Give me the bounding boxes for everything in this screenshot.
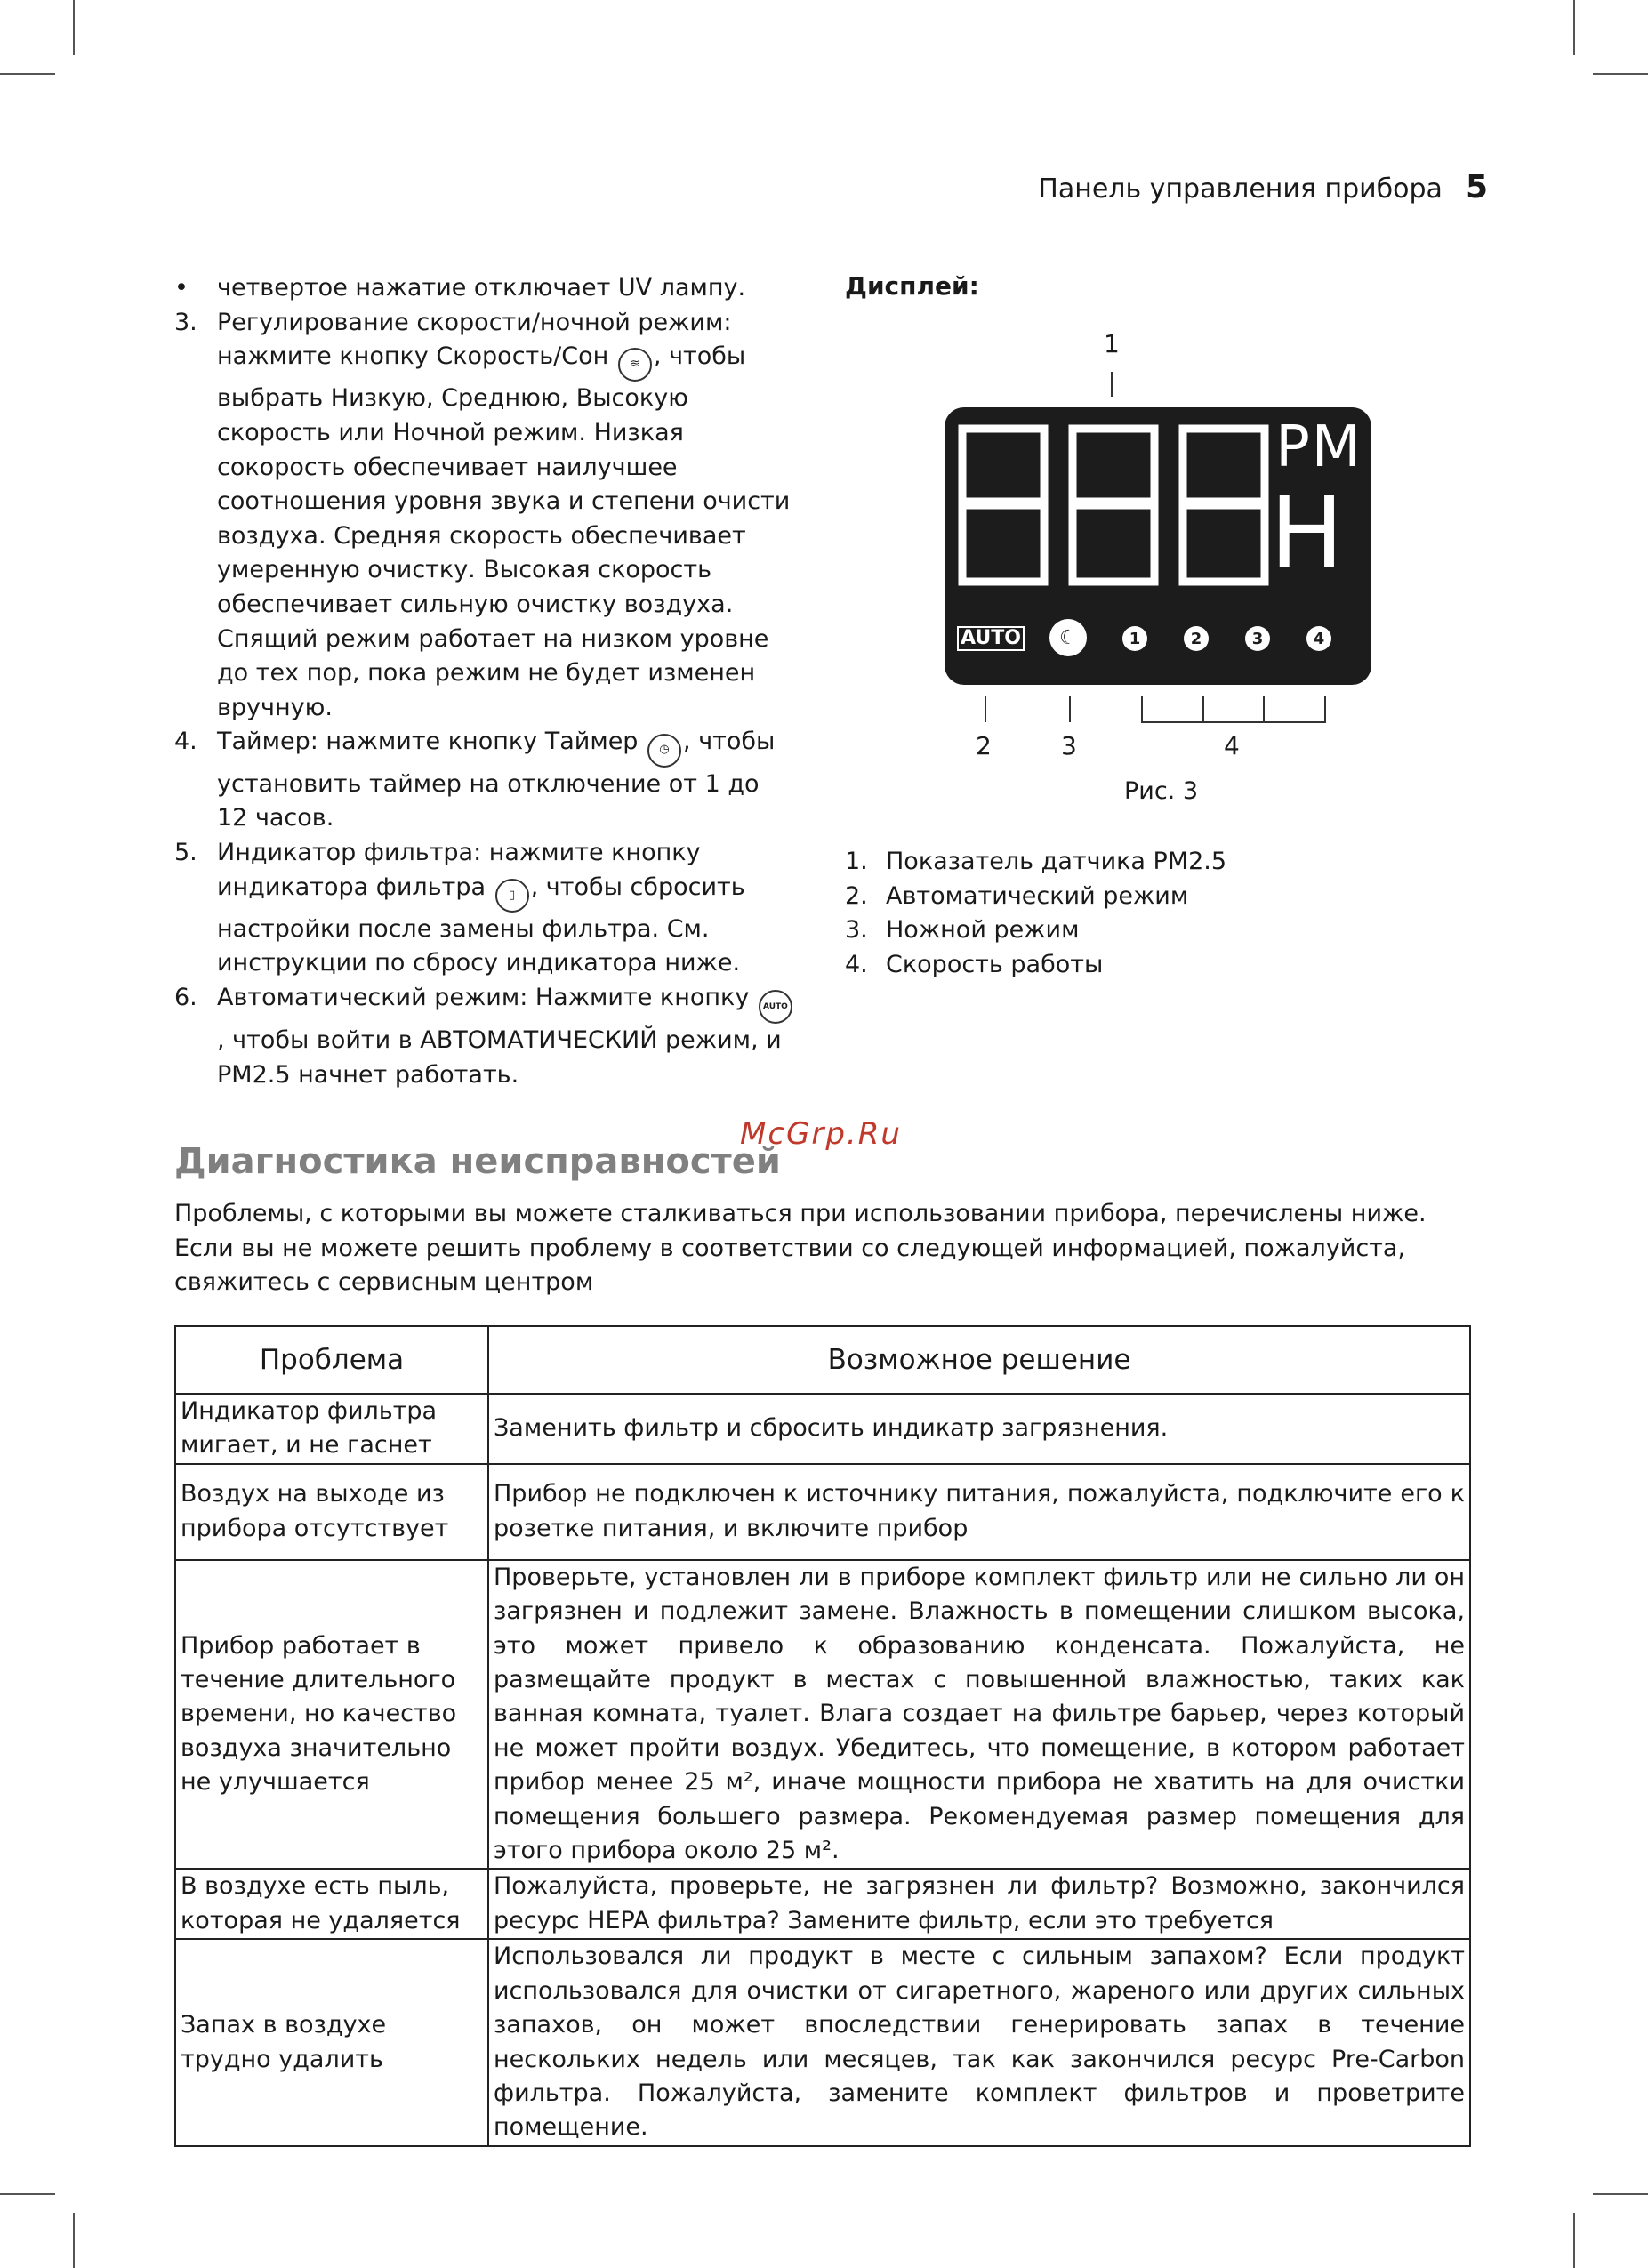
fan-icon: ≋: [618, 348, 652, 382]
table-row: [175, 1869, 1470, 1939]
digit-8: [1183, 429, 1265, 582]
display-legend: [845, 845, 1226, 982]
crop-mark: [1593, 2193, 1648, 2195]
legend-text: Скорость работы: [886, 950, 1104, 978]
table-header-row: [175, 1326, 1470, 1394]
crop-mark: [1573, 0, 1575, 55]
list-item: [174, 306, 797, 726]
problem-cell: Прибор работает в течение длительного времени, но качество воздуха значительно не улучшается: [175, 1560, 488, 1870]
callout-number: 3: [1061, 731, 1077, 760]
speed-indicator-2: 2: [1184, 626, 1209, 651]
column-header-problem: Проблема: [175, 1326, 488, 1394]
crop-mark: [0, 73, 55, 75]
list-text: [217, 836, 797, 981]
legend-text: Показатель датчика PM2.5: [886, 848, 1227, 875]
list-text: [217, 725, 797, 835]
digit-8: [1073, 429, 1154, 582]
diagnostics-table: [174, 1325, 1471, 2147]
list-marker: 6.: [174, 983, 197, 1011]
problem-cell: В воздухе есть пыль, которая не удаляется: [175, 1869, 488, 1939]
legend-marker: 3.: [845, 916, 868, 944]
list-text-part: Таймер: нажмите кнопку Таймер: [217, 728, 639, 756]
list-text-part: Автоматический режим: Нажмите кнопку: [217, 983, 750, 1011]
legend-item: [845, 845, 1226, 880]
legend-marker: 4.: [845, 950, 868, 978]
speed-indicator-3: 3: [1245, 626, 1270, 651]
list-text-part: , чтобы установить таймер на отключение от 1 до 12 часов.: [217, 728, 776, 832]
list-marker: 3.: [174, 308, 197, 336]
list-text: [217, 981, 797, 1092]
solution-cell: Проверьте, установлен ли в приборе комплект фильтр или не сильно ли он загрязнен и подлежит замене. Влажность в помещении слишком высока, это может привело к образованию конденсата. Пожалуйста, не размещайте продукт в местах с повышенной влажностью, таких как ванная комната, туалет. Влага создает на фильтре барьер, через который не может пройти воздух. Убедитесь, что помещение, в котором работает прибор менее 25 м², иначе мощности прибора не хватить на для очистки помещения большего размера. Рекомендуемая размер помещения для этого прибора около 25 м².: [488, 1560, 1470, 1870]
legend-marker: 1.: [845, 848, 868, 875]
list-text: четвертое нажатие отключает UV лампу.: [217, 274, 746, 302]
callout-number: 4: [1224, 731, 1240, 760]
callout-number: 1: [1104, 329, 1120, 358]
list-item: [174, 981, 797, 1092]
problem-cell: Индикатор фильтра мигает, и не гаснет: [175, 1394, 488, 1464]
problem-cell: Воздух на выходе из прибора отсутствует: [175, 1464, 488, 1560]
lcd-h-label: H: [1270, 476, 1344, 590]
solution-cell: Использовался ли продукт в месте с сильным запахом? Если продукт использовался для очистки от сигаретного, жареного или других сильных запахов, он может впоследствии генерировать запах в течение нескольких недель или месяцев, так как закончился ресурс Pre-Carbon фильтра. Пожалуйста, замените комплект фильтров и проветрите помещение.: [488, 1939, 1470, 2145]
diagnostics-intro: Проблемы, с которыми вы можете сталкиваться при использовании прибора, перечислены ниже. Если вы не можете решить проблему в соответствии со следующей информацией, пожалуйста, свяжитесь с сервисным центром: [174, 1200, 1427, 1297]
legend-item: [845, 913, 1226, 948]
legend-marker: 2.: [845, 881, 868, 910]
list-text-part: Регулирование скорости/ночной режим: нажмите кнопку Скорость/Сон: [217, 308, 732, 371]
legend-item: [845, 880, 1226, 914]
speed-indicator-4: 4: [1306, 626, 1331, 651]
lcd-display: [945, 407, 1371, 685]
speed-indicator-1: 1: [1122, 626, 1147, 651]
diagnostics-title: Диагностика неисправностей: [174, 1141, 781, 1182]
crop-mark: [1593, 73, 1648, 75]
timer-icon: ◷: [647, 734, 681, 768]
lcd-auto-indicator: AUTO: [957, 626, 1025, 651]
table-row: [175, 1394, 1470, 1464]
crop-mark: [73, 2213, 75, 2268]
list-text-part: , чтобы выбрать Низкую, Среднюю, Высокую скорость или Ночной режим. Низкая сокорость обеспечивает наилучшее соотношения уровня звука и степени очисти воздуха. Средняя скорость обеспечивает умеренную очистку. Высокая скорость обеспечивает сильную очистку воздуха. Спящий режим работает на низком уровне до тех пор, пока режим не будет изменен вручную.: [217, 342, 791, 721]
list-item: [174, 836, 797, 981]
list-marker: •: [174, 274, 189, 302]
list-text-part: , чтобы войти в АВТОМАТИЧЕСКИЙ режим, и PM2.5 начнет работать.: [217, 1026, 782, 1089]
auto-icon: AUTO: [759, 990, 792, 1024]
figure-caption: Рис. 3: [1124, 777, 1199, 805]
list-text: [217, 306, 797, 726]
page-header: [1038, 169, 1488, 205]
crop-mark: [0, 2193, 55, 2195]
seven-segment-digits: [955, 423, 1284, 592]
solution-cell: Прибор не подключен к источнику питания, пожалуйста, подключите его к розетке питания, и включите прибор: [488, 1464, 1470, 1560]
list-item: [174, 725, 797, 835]
table-row: [175, 1939, 1470, 2145]
page-number: 5: [1465, 169, 1488, 205]
callout-number: 2: [976, 731, 992, 760]
digit-8: [962, 429, 1044, 582]
display-title: Дисплей:: [845, 271, 979, 301]
column-header-solution: Возможное решение: [488, 1326, 1470, 1394]
legend-text: Ножной режим: [886, 916, 1080, 944]
table-row: [175, 1464, 1470, 1560]
watermark: McGrp.Ru: [740, 1116, 902, 1152]
night-mode-icon: ☾: [1049, 619, 1087, 656]
list-item: [174, 271, 797, 306]
table-row: [175, 1560, 1470, 1870]
solution-cell: Заменить фильтр и сбросить индикатр загрязнения.: [488, 1394, 1470, 1464]
list-marker: 4.: [174, 728, 197, 756]
solution-cell: Пожалуйста, проверьте, не загрязнен ли фильтр? Возможно, закончился ресурс HEPA фильтра? Замените фильтр, если это требуется: [488, 1869, 1470, 1939]
crop-mark: [73, 0, 75, 55]
instructions-list: [174, 271, 797, 1092]
list-marker: 5.: [174, 838, 197, 866]
list-text-part: , чтобы сбросить настройки после замены фильтра. См. инструкции по сбросу индикатора ниже.: [217, 873, 745, 977]
filter-icon: ▯: [495, 879, 529, 913]
legend-text: Автоматический режим: [886, 881, 1189, 910]
problem-cell: Запах в воздухе трудно удалить: [175, 1939, 488, 2145]
callout-bracket-4: [1142, 696, 1325, 722]
crop-mark: [1573, 2213, 1575, 2268]
legend-item: [845, 948, 1226, 983]
list-text-part: Индикатор фильтра: нажмите кнопку индикатора фильтра: [217, 838, 701, 901]
lcd-pm-label: PM: [1275, 414, 1363, 480]
header-section-title: Панель управления прибора: [1038, 173, 1443, 205]
